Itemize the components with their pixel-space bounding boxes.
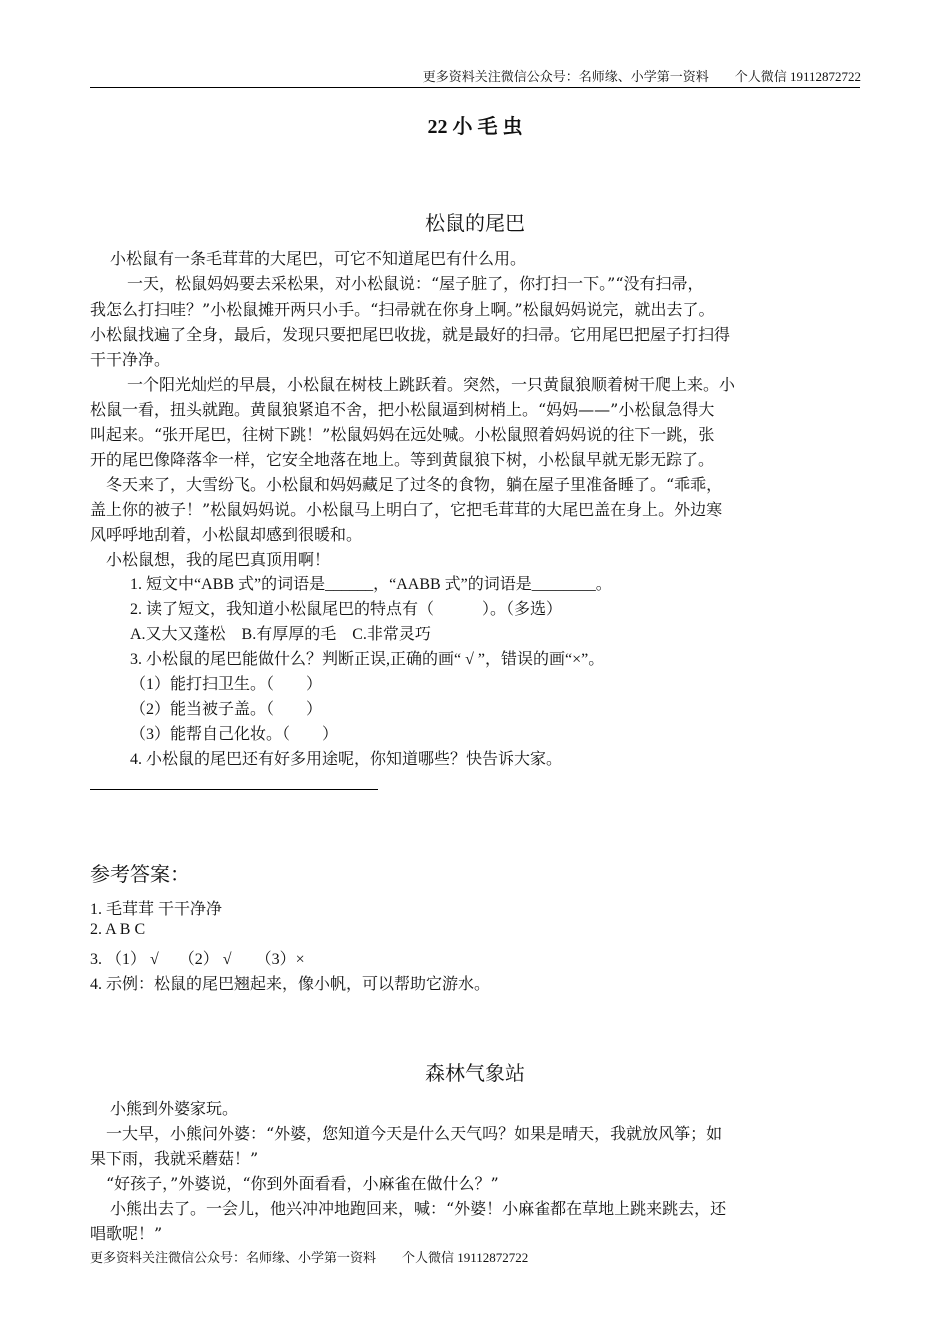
story1-title: 松鼠的尾巴	[425, 211, 525, 235]
question-1: 1. 短文中“ABB 式”的词语是______，“AABB 式”的词语是________。	[130, 576, 612, 593]
story2-line: 一大早，小熊问外婆：“外婆，您知道今天是什么天气吗？如果是晴天，我就放风筝；如	[106, 1124, 723, 1143]
story2-line: 唱歌呢！”	[90, 1224, 163, 1243]
page-header: 更多资料关注微信公众号：名师缘、小学第一资料 个人微信 19112872722	[422, 69, 861, 84]
answer-item: 1. 毛茸茸 干干净净	[90, 901, 223, 918]
story2-line: 小熊出去了。一会儿，他兴冲冲地跑回来，喊：“外婆！小麻雀都在草地上跳来跳去，还	[110, 1199, 727, 1218]
question-2: 2. 读了短文，我知道小松鼠尾巴的特点有（ ）。（多选）	[130, 601, 563, 618]
story1-line: 一天，松鼠妈妈要去采松果，对小松鼠说：“屋子脏了，你打扫一下。”“没有扫帚，	[127, 274, 704, 293]
story1-line: 松鼠一看，扭头就跑。黄鼠狼紧追不舍，把小松鼠逼到树梢上。“妈妈——”小松鼠急得大	[90, 400, 715, 419]
story1-line: 盖上你的被子！”松鼠妈妈说。小松鼠马上明白了，它把毛茸茸的大尾巴盖在身上。外边寒	[90, 500, 723, 519]
story1-line: 冬天来了，大雪纷飞。小松鼠和妈妈藏足了过冬的食物，躺在屋子里准备睡了。“乖乖，	[106, 475, 723, 494]
question-3-item-3: （3）能帮自己化妆。（ ）	[130, 726, 339, 743]
question-4: 4. 小松鼠的尾巴还有好多用途呢，你知道哪些？快告诉大家。	[130, 751, 563, 768]
answers-title: 参考答案：	[90, 862, 190, 886]
story1-line: 一个阳光灿烂的早晨，小松鼠在树枝上跳跃着。突然，一只黄鼠狼顺着树干爬上来。小	[127, 375, 736, 394]
answer-item: 2. A B C	[90, 921, 146, 938]
story1-line: 小松鼠想，我的尾巴真顶用啊！	[106, 550, 331, 569]
story1-line: 叫起来。“张开尾巴，往树下跳！”松鼠妈妈在远处喊。小松鼠照着妈妈说的往下一跳，张	[90, 425, 715, 444]
story1-line: 开的尾巴像降落伞一样，它安全地落在地上。等到黄鼠狼下树，小松鼠早就无影无踪了。	[90, 450, 715, 469]
story2-line: “好孩子，”外婆说，“你到外面看看，小麻雀在做什么？”	[106, 1174, 499, 1193]
question-3-item-1: （1）能打扫卫生。（ ）	[130, 676, 323, 693]
question-3-item-2: （2）能当被子盖。（ ）	[130, 701, 323, 718]
question-3: 3. 小松鼠的尾巴能做什么？判断正误,正确的画“ √ ”，错误的画“×”。	[130, 651, 605, 668]
story1-line: 小松鼠有一条毛茸茸的大尾巴，可它不知道尾巴有什么用。	[110, 249, 527, 268]
answer-blank-line	[90, 789, 378, 790]
header-divider	[90, 87, 860, 88]
document-title: 22 小 毛 虫	[427, 116, 523, 138]
story1-line: 小松鼠找遍了全身，最后，发现只要把尾巴收拢，就是最好的扫帚。它用尾巴把屋子打扫得	[90, 325, 731, 344]
story2-title: 森林气象站	[425, 1061, 525, 1085]
story2-line: 小熊到外婆家玩。	[110, 1099, 239, 1118]
answer-item: 3. （1） √ （2） √ （3）×	[90, 951, 305, 968]
story1-line: 干干净净。	[90, 350, 171, 369]
story2-line: 果下雨，我就采蘑菇！”	[90, 1149, 259, 1168]
story1-line: 风呼呼地刮着，小松鼠却感到很暖和。	[90, 525, 363, 544]
question-2-options: A.又大又蓬松 B.有厚厚的毛 C.非常灵巧	[130, 626, 431, 643]
answer-item: 4. 示例：松鼠的尾巴翘起来，像小帆，可以帮助它游水。	[90, 976, 491, 993]
story1-line: 我怎么打扫哇？”小松鼠摊开两只小手。“扫帚就在你身上啊。”松鼠妈妈说完，就出去了。	[90, 300, 715, 319]
page-footer: 更多资料关注微信公众号：名师缘、小学第一资料 个人微信 19112872722	[90, 1250, 529, 1265]
